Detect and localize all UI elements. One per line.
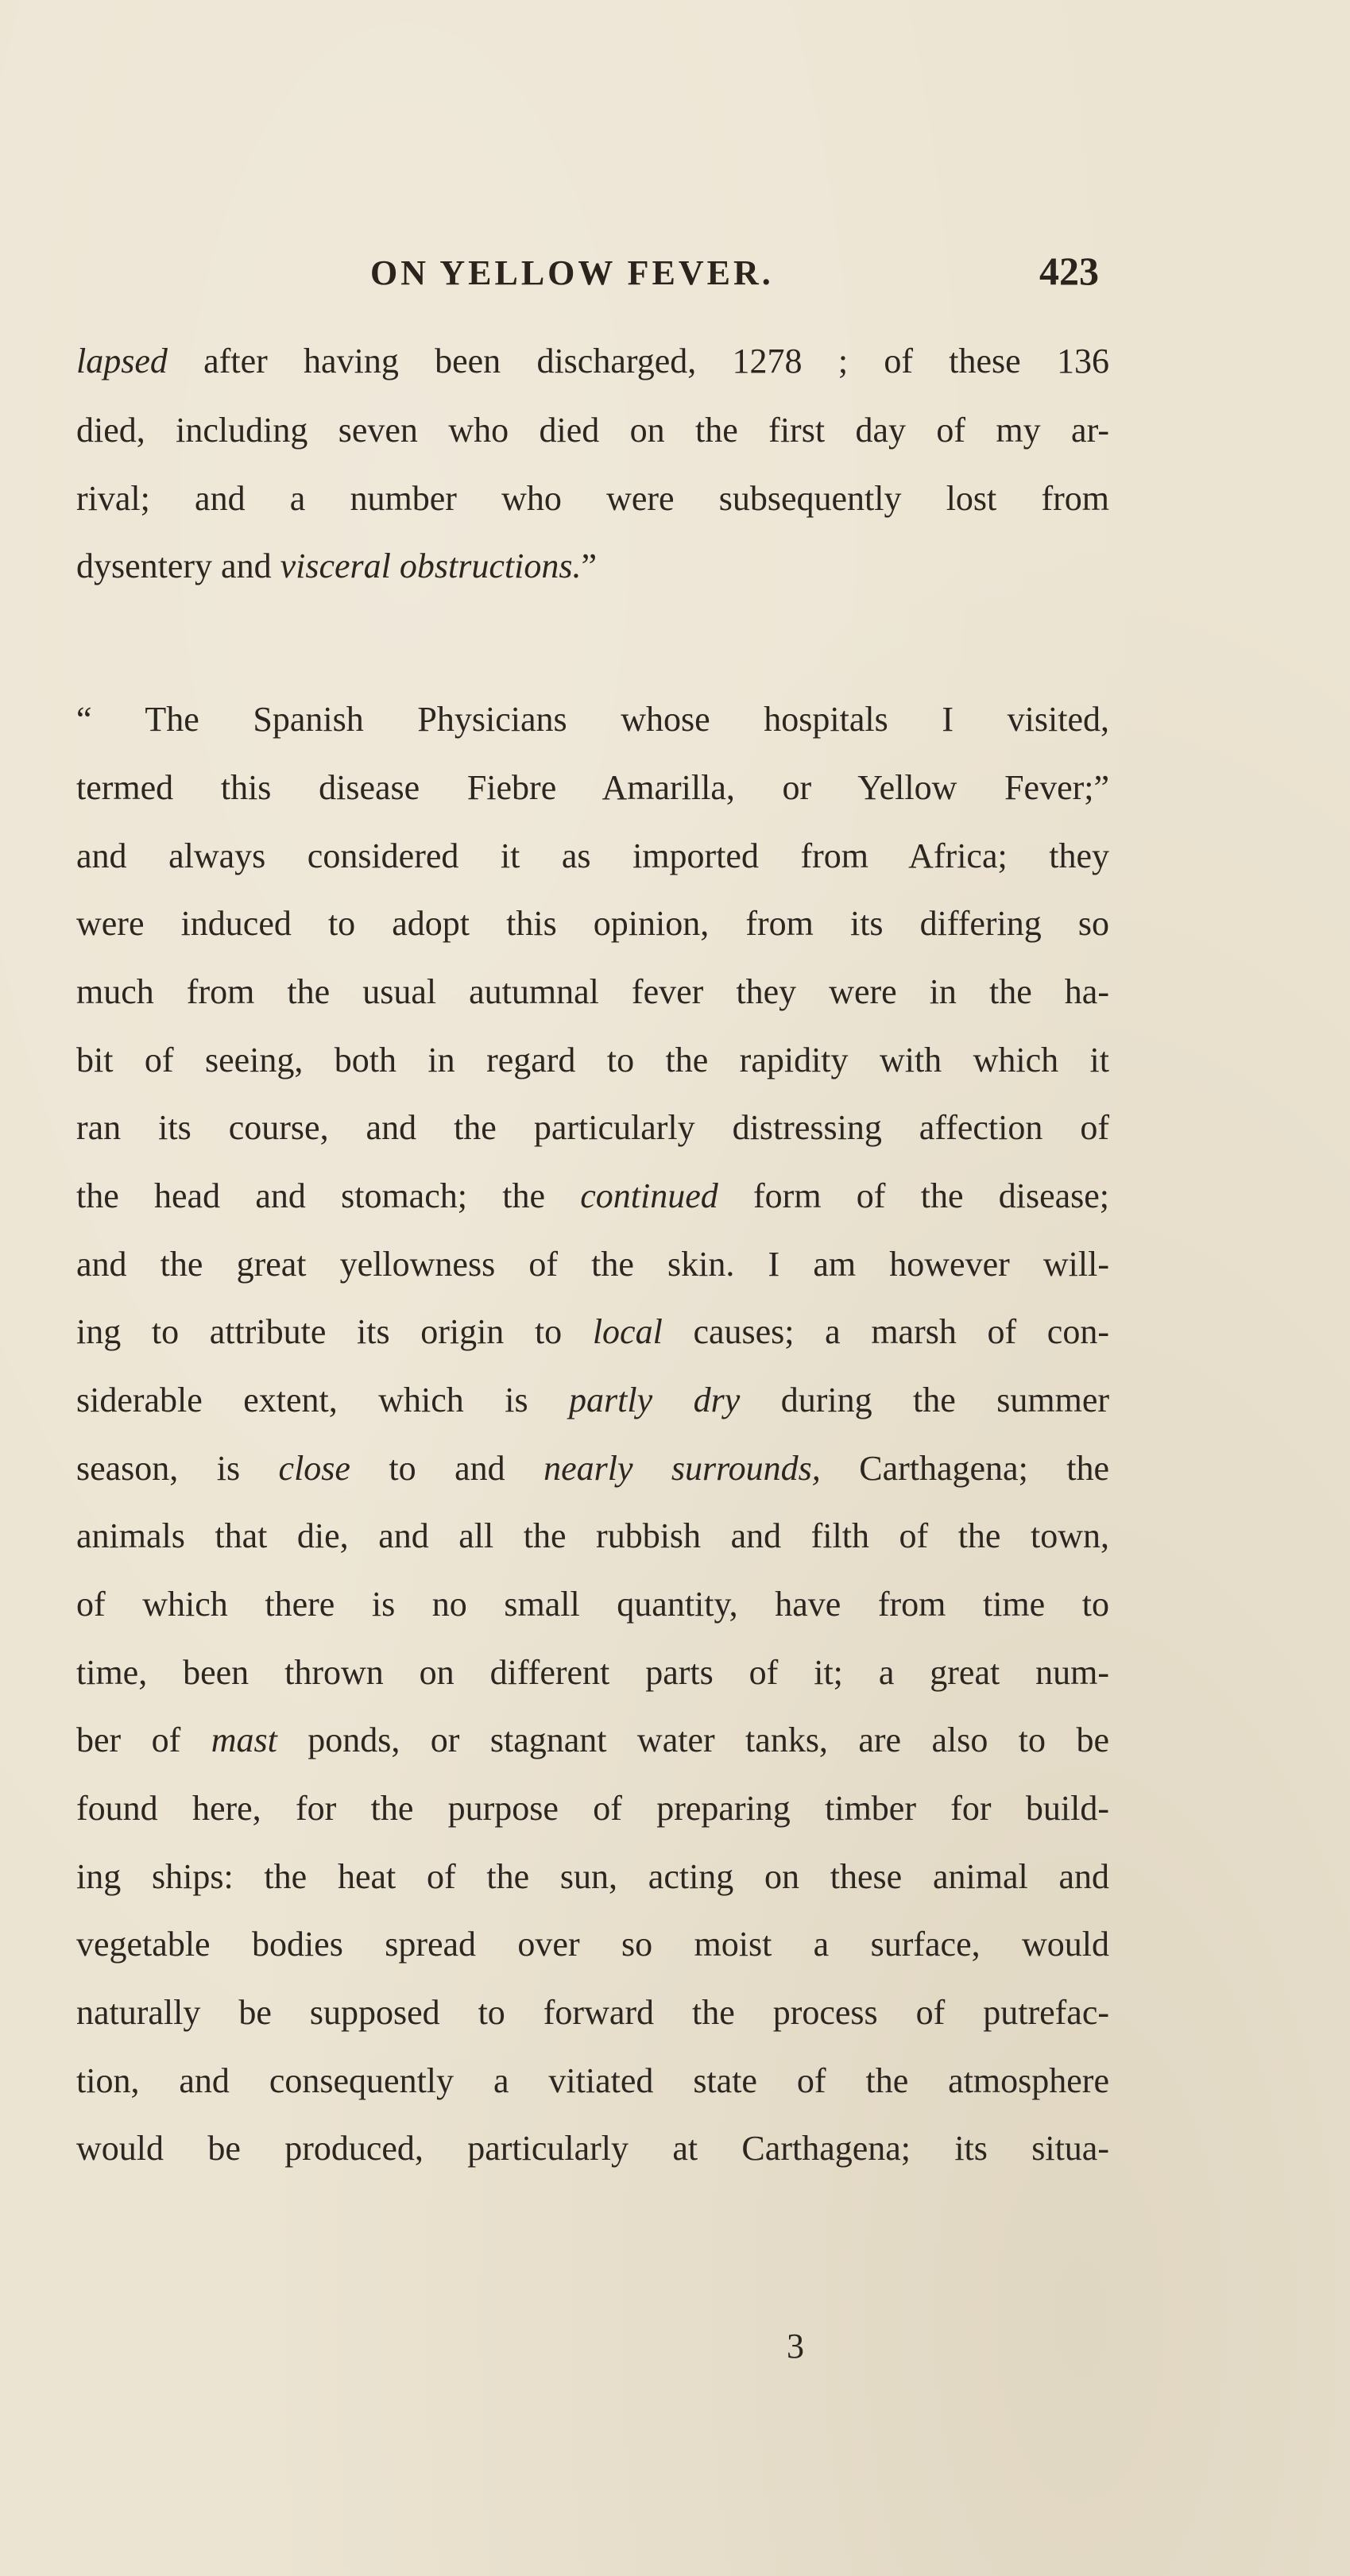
- text-span: ponds, or stagnant water tanks, are also to be: [277, 1721, 1109, 1759]
- text-span: ber of: [76, 1721, 211, 1759]
- text-span: siderable extent, which is: [76, 1381, 570, 1419]
- text-line-4: [76, 543, 1109, 590]
- italic-phrase: nearly surrounds,: [543, 1449, 821, 1488]
- text-line-14: [76, 1308, 1109, 1356]
- text-span: dysentery and: [76, 546, 280, 585]
- text-line-22: ing ships: the heat of the sun, acting on these animal and: [76, 1857, 1109, 1896]
- text-span: to and: [350, 1449, 544, 1488]
- text-line-8: were induced to adopt this opinion, from its differing so: [76, 904, 1109, 943]
- page-number: 423: [1039, 249, 1099, 293]
- text-line-16: [76, 1445, 1109, 1493]
- text-line-21: found here, for the purpose of preparing timber for build-: [76, 1789, 1109, 1828]
- text-span: during the summer: [740, 1381, 1109, 1419]
- text-line-25: tion, and consequently a vitiated state of the atmosphere: [76, 2061, 1109, 2100]
- signature-mark: 3: [787, 2327, 804, 2366]
- text-line-18: of which there is no small quantity, have from time to: [76, 1585, 1109, 1624]
- text-line-6: termed this disease Fiebre Amarilla, or Yellow Fever;”: [76, 768, 1109, 807]
- text-line-12: [76, 1172, 1109, 1220]
- text-line-24: naturally be supposed to forward the process of putrefac-: [76, 1993, 1109, 2032]
- text-span: the head and stomach; the: [76, 1176, 581, 1215]
- running-head: [76, 249, 1109, 308]
- text-line-5: “ The Spanish Physicians whose hospitals I visited,: [76, 700, 1109, 739]
- text-span: causes; a marsh of con-: [662, 1312, 1109, 1351]
- text-line-19: time, been thrown on different parts of it; a great num-: [76, 1653, 1109, 1692]
- text-span: ”: [581, 546, 597, 585]
- italic-word: continued: [580, 1176, 718, 1215]
- text-line-17: animals that die, and all the rubbish and filth of the town,: [76, 1516, 1109, 1555]
- text-span: Carthagena; the: [820, 1449, 1109, 1488]
- text-line-1: [76, 338, 1109, 385]
- italic-phrase: visceral obstructions.: [280, 546, 582, 585]
- text-line-10: bit of seeing, both in regard to the rapidity with which it: [76, 1041, 1109, 1079]
- text-line-3: rival; and a number who were subsequently lost from: [76, 479, 1109, 518]
- text-line-11: ran its course, and the particularly distressing affection of: [76, 1108, 1109, 1147]
- text-line-13: and the great yellowness of the skin. I am however will-: [76, 1245, 1109, 1284]
- italic-word: lapsed: [76, 342, 168, 380]
- italic-phrase: partly dry: [569, 1381, 741, 1419]
- text-line-9: much from the usual autumnal fever they were in the ha-: [76, 972, 1109, 1011]
- text-line-23: vegetable bodies spread over so moist a surface, would: [76, 1925, 1109, 1964]
- text-span: after having been discharged, 1278 ; of these 136: [167, 342, 1109, 380]
- italic-word: local: [592, 1312, 663, 1351]
- text-line-26: would be produced, particularly at Carthagena; its situa-: [76, 2129, 1109, 2168]
- running-title: ON YELLOW FEVER.: [370, 253, 774, 292]
- text-line-20: [76, 1717, 1109, 1764]
- text-span: season, is: [76, 1449, 279, 1488]
- text-line-7: and always considered it as imported from Africa; they: [76, 836, 1109, 875]
- text-line-2: died, including seven who died on the first day of my ar-: [76, 411, 1109, 450]
- text-span: ing to attribute its origin to: [76, 1312, 593, 1351]
- italic-word: mast: [211, 1721, 277, 1759]
- text-span: form of the disease;: [718, 1176, 1110, 1215]
- italic-word: close: [278, 1449, 350, 1488]
- text-line-15: [76, 1377, 1109, 1424]
